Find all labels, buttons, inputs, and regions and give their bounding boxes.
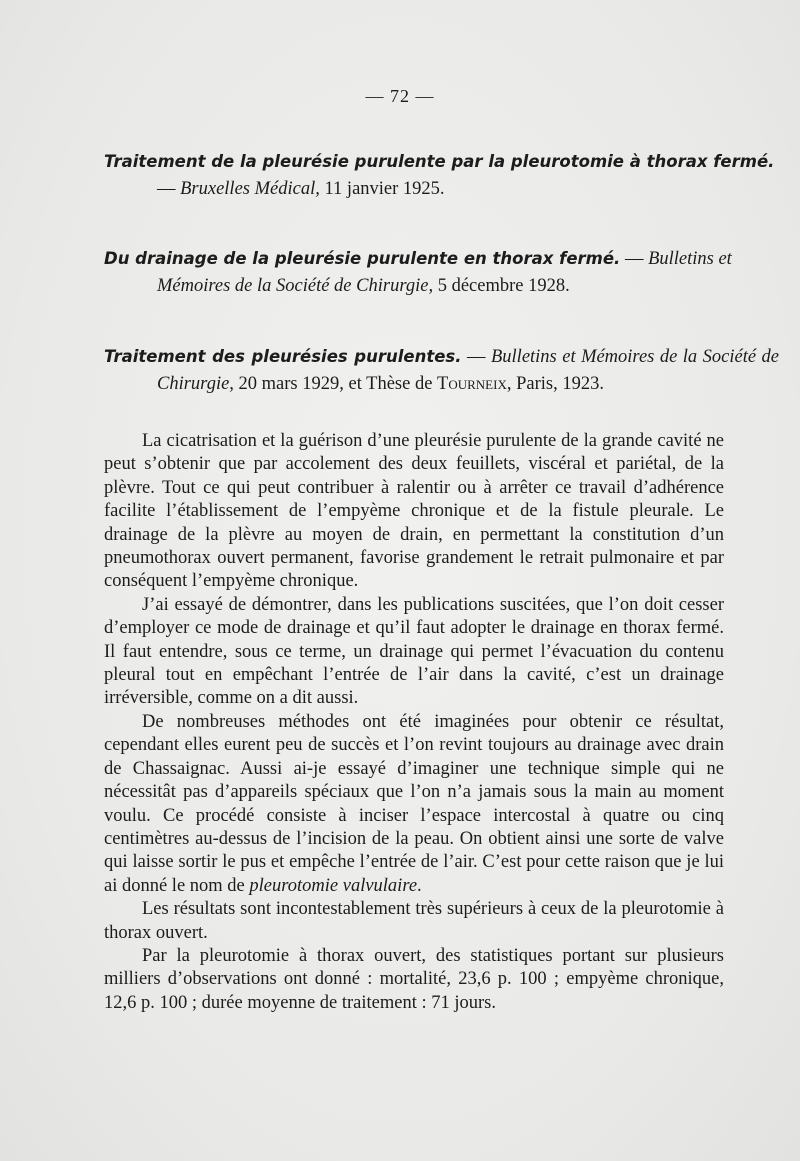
reference-2-title: Du drainage de la pleurésie purulente en thorax fermé. [104,249,621,268]
reference-1-journal: Bruxelles Médical, [180,179,320,199]
reference-1 [104,148,779,203]
reference-3-end: , Paris, 1923. [506,374,604,394]
reference-2 [104,245,779,300]
reference-2-journal: Bulletins et Mémoires de la Société de Chirurgie, [157,249,732,296]
reference-2-dash: — [620,249,649,269]
paragraph-4-text: Les résultats sont incontestablement très supérieurs à ceux de la pleurotomie à thorax ouvert. [104,899,724,943]
reference-3-author: Tourneix [437,374,507,394]
reference-3-title: Traitement des pleurésies purulentes. [104,347,462,366]
paragraph-3-italic-term: pleurotomie valvulaire [249,875,418,896]
reference-3 [104,343,779,398]
reference-1-date: 11 janvier 1925. [319,179,445,199]
reference-3-date: 20 mars 1929, et Thèse de [233,374,438,394]
reference-3-journal: Bulletins et Mémoires de la Société de Chirurgie, [157,347,779,394]
paragraph-4 [104,898,724,945]
paragraph-2-text: J’ai essayé de démontrer, dans les publications suscitées, que l’on doit cesser d’employer ce mode de drainage et qu’il faut adopter le drainage en thorax fermé. Il faut entendre, sous ce terme, un drainage qui permet l’évacuation du contenu pleural tout en empêchant l’entrée de l’air dans la cavité, c’est un drainage irréversible, comme on a dit aussi. [104,594,724,709]
paragraph-1-text: La cicatrisation et la guérison d’une pleurésie purulente de la grande cavité ne peut s’obtenir que par accolement des deux feuillets, viscéral et pariétal, de la plèvre. Tout ce qui peut contribuer à ralentir ou à arrêter ce travail d’adhérence facilite l’établissement de l’empyème chronique et de la fistule pleurale. Le drainage de la plèvre au moyen de drain, en permettant la constitution d’un pneumothorax ouvert permanent, favorise grandement le retrait pulmonaire et par conséquent l’empyème chronique. [104,431,724,592]
paragraph-3 [104,711,724,898]
paragraph-2 [104,594,724,711]
body-text [104,430,724,1015]
page-number: — 72 — [365,86,435,106]
paragraph-3-end: . [417,875,422,896]
reference-2-date: 5 décembre 1928. [433,276,570,296]
paragraph-5 [104,945,724,1015]
paragraph-5-text: Par la pleurotomie à thorax ouvert, des statistiques portant sur plusieurs milliers d’observations ont donné : mortalité, 23,6 p. 100 ; empyème chronique, 12,6 p. 100 ; durée moyenne de traitement : 71 jours. [104,945,724,1013]
reference-3-dash: — [461,347,491,367]
paragraph-1 [104,430,724,594]
paragraph-3-text: De nombreuses méthodes ont été imaginées pour obtenir ce résultat, cependant elles eurent peu de succès et l’on revint toujours au drainage avec drain de Chassaignac. Aussi ai-je essayé d’imaginer une technique simple qui ne nécessitât pas d’appareils spéciaux que l’on n’a jamais sous la main au moment voulu. Ce procédé consiste à inciser l’espace intercostal à quatre ou cinq centimètres au-dessus de l’incision de la peau. On obtient ainsi une sorte de valve qui laisse sortir le pus et empêche l’entrée de l’air. C’est pour cette raison que je lui ai donné le nom de [104,711,724,896]
reference-1-title: Traitement de la pleurésie purulente par la pleurotomie à thorax fermé. [104,152,775,171]
reference-1-dash: — [157,179,181,199]
